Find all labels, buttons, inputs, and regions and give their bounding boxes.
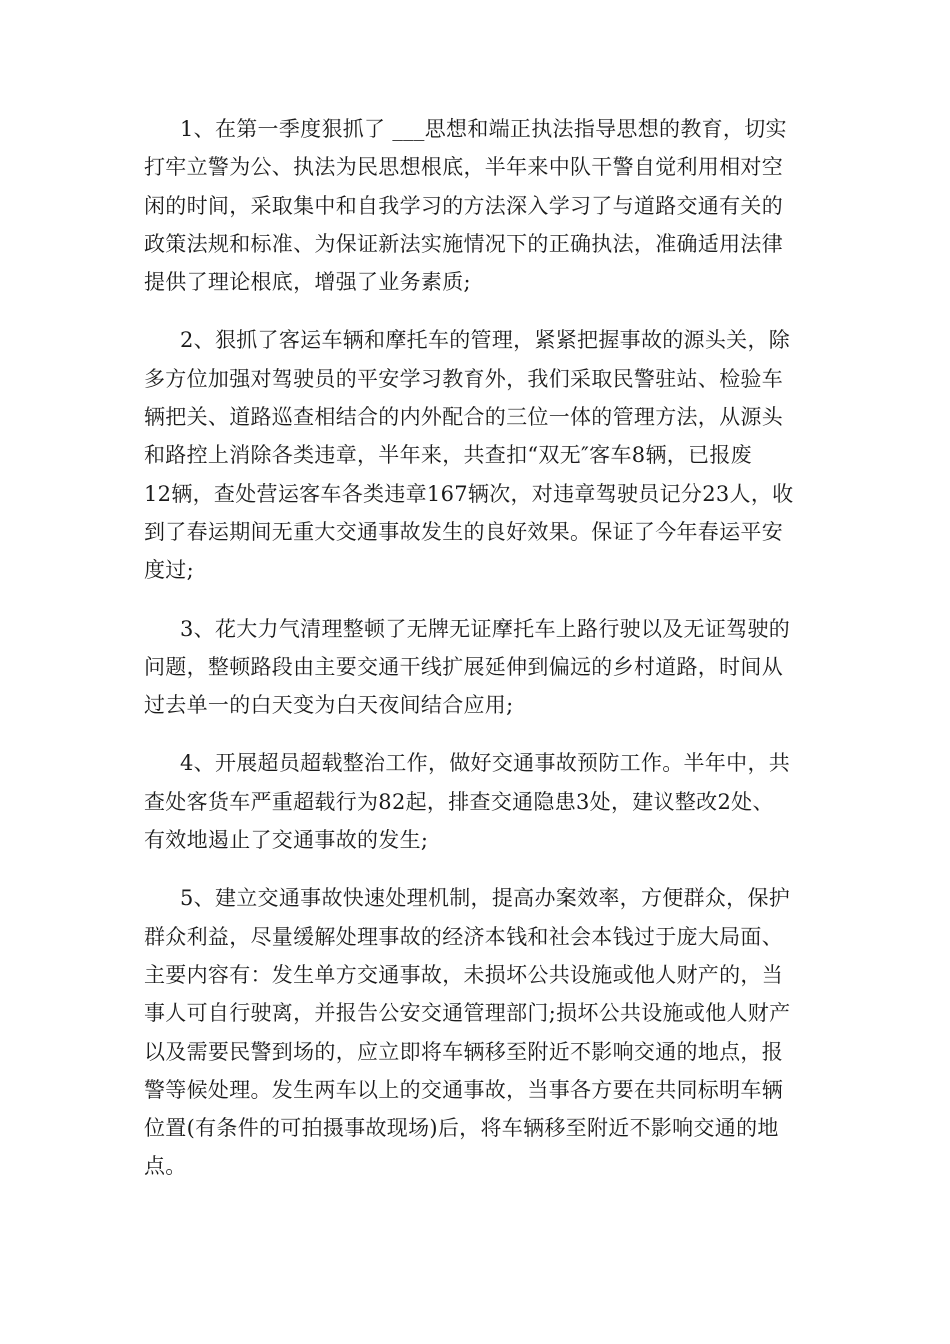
text-line: 5、建立交通事故快速处理机制，提高办案效率，方便群众，保护: [180, 886, 791, 911]
text-line: 问题，整顿路段由主要交通干线扩展延伸到偏远的乡村道路，时间从: [144, 654, 783, 679]
text-line: 主要内容有：发生单方交通事故，未损坏公共设施或他人财产的，当: [144, 962, 783, 987]
text-line: 12辆，查处营运客车各类违章167辆次，对违章驾驶员记分23人，收: [144, 481, 794, 506]
text-line: 有效地遏止了交通事故的发生;: [144, 828, 429, 853]
text-line: 闲的时间，采取集中和自我学习的方法深入学习了与道路交通有关的: [144, 193, 783, 218]
text-line: 过去单一的白天变为白天夜间结合应用;: [144, 693, 514, 718]
text-line: 以及需要民警到场的，应立即将车辆移至附近不影响交通的地点，报: [144, 1039, 783, 1064]
text-line: 4、开展超员超载整治工作，做好交通事故预防工作。半年中，共: [180, 751, 791, 776]
paragraph-2: [144, 321, 808, 589]
text-line: 度过;: [144, 558, 194, 583]
text-line: 查处客货车严重超载行为82起，排查交通隐患3处，建议整改2处、: [144, 789, 774, 814]
document-body: [144, 110, 808, 1206]
text-line: 位置(有条件的可拍摄事故现场)后，将车辆移至附近不影响交通的地: [144, 1116, 779, 1141]
text-line: 政策法规和标准、为保证新法实施情况下的正确执法，准确适用法律: [144, 231, 783, 256]
paragraph-5: [144, 879, 808, 1185]
paragraph-4: [144, 744, 808, 859]
paragraph-1: [144, 110, 808, 301]
text-line: 2、狠抓了客运车辆和摩托车的管理，紧紧把握事故的源头关，除: [180, 328, 791, 353]
text-line: 和路控上消除各类违章，半年来，共查扣“双无″客车8辆，已报废: [144, 443, 752, 468]
text-line: 警等候处理。发生两车以上的交通事故，当事各方要在共同标明车辆: [144, 1077, 783, 1102]
paragraph-3: [144, 610, 808, 725]
text-line: 打牢立警为公、执法为民思想根底，半年来中队干警自觉利用相对空: [144, 155, 783, 180]
text-line: 事人可自行驶离，并报告公安交通管理部门;损坏公共设施或他人财产: [144, 1001, 791, 1026]
text-line: 多方位加强对驾驶员的平安学习教育外，我们采取民警驻站、检验车: [144, 366, 783, 391]
text-line: 群众利益，尽量缓解处理事故的经济本钱和社会本钱过于庞大局面、: [144, 924, 783, 949]
text-line: 点。: [144, 1154, 187, 1179]
text-line: 提供了理论根底，增强了业务素质;: [144, 270, 471, 295]
text-line: 辆把关、道路巡查相结合的内外配合的三位一体的管理方法，从源头: [144, 405, 783, 430]
text-line: 到了春运期间无重大交通事故发生的良好效果。保证了今年春运平安: [144, 519, 783, 544]
text-line: 1、在第一季度狠抓了 ___思想和端正执法指导思想的教育，切实: [180, 117, 787, 141]
text-line: 3、花大力气清理整顿了无牌无证摩托车上路行驶以及无证驾驶的: [180, 616, 791, 641]
